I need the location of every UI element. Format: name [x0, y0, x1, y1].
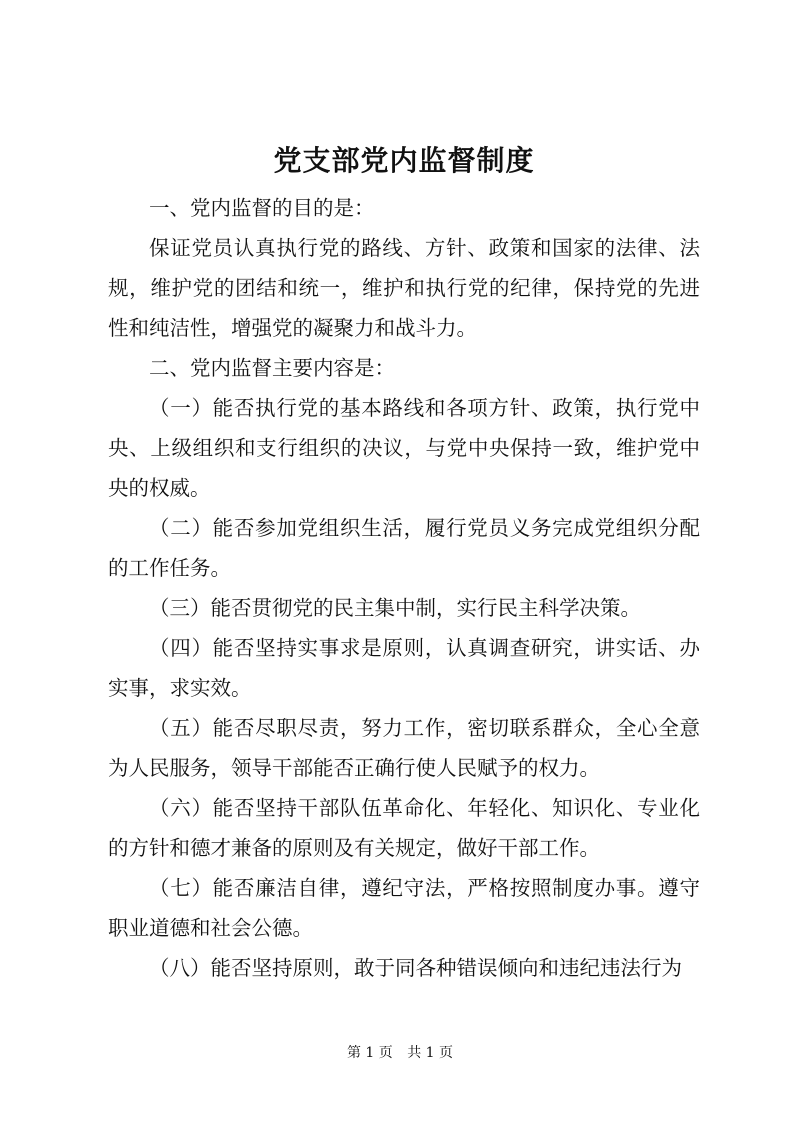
paragraph-content-heading: 二、党内监督主要内容是： — [149, 356, 395, 380]
paragraph-purpose-body: 保证党员认真执行党的路线、方针、政策和国家的法律、法规，维护党的团结和统一，维护和执行党的纪律，保持党的先进性和纯洁性，增强党的凝聚力和战斗力。 — [108, 236, 700, 340]
document-page — [108, 140, 700, 988]
page-number: 第 1 页 — [346, 1045, 393, 1061]
paragraph-item-2: （二）能否参加党组织生活，履行党员义务完成党组织分配的工作任务。 — [108, 516, 700, 580]
paragraph-item-5: （五）能否尽职尽责，努力工作，密切联系群众，全心全意为人民服务，领导干部能否正确行使人民赋予的权力。 — [108, 716, 700, 780]
document-title: 党支部党内监督制度 — [273, 144, 535, 177]
paragraph-item-6: （六）能否坚持干部队伍革命化、年轻化、知识化、专业化的方针和德才兼备的原则及有关规定，做好干部工作。 — [108, 796, 700, 860]
page-footer — [0, 1043, 800, 1063]
paragraph-item-1: （一）能否执行党的基本路线和各项方针、政策，执行党中央、上级组织和支行组织的决议，与党中央保持一致，维护党中央的权威。 — [108, 396, 700, 500]
page-total: 共 1 页 — [407, 1045, 454, 1061]
paragraph-item-4: （四）能否坚持实事求是原则，认真调查研究，讲实话、办实事，求实效。 — [108, 636, 700, 700]
paragraph-item-7: （七）能否廉洁自律，遵纪守法，严格按照制度办事。遵守职业道德和社会公德。 — [108, 876, 700, 940]
paragraph-item-3: （三）能否贯彻党的民主集中制，实行民主科学决策。 — [149, 596, 641, 620]
paragraph-purpose-heading: 一、党内监督的目的是： — [149, 196, 375, 220]
paragraph-item-8: （八）能否坚持原则，敢于同各种错误倾向和违纪违法行为 — [149, 956, 682, 980]
